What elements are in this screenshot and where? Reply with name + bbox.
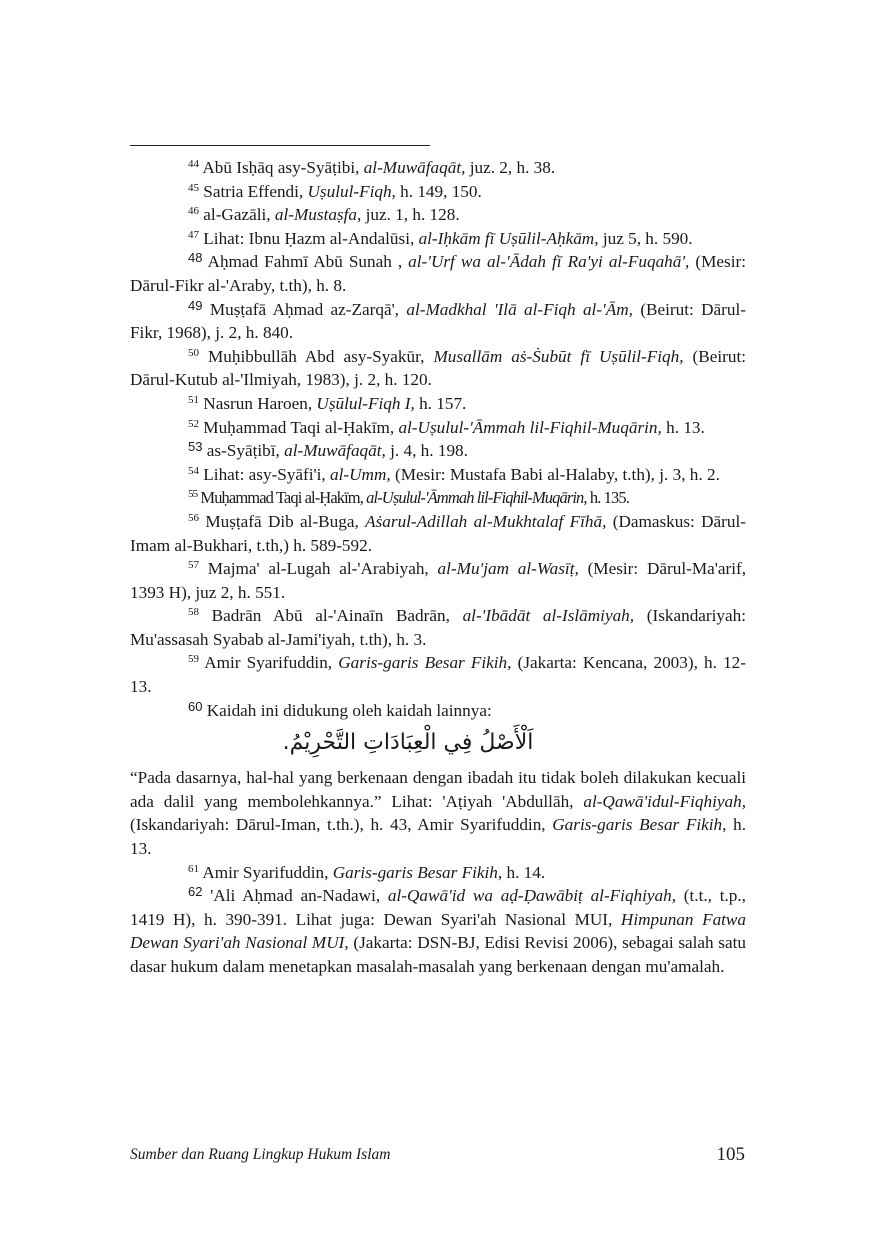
footnote-text: Muṣṭafā Aḥmad az-Zarqā', [202,299,407,319]
footnote-49 [130,298,746,345]
footnote-list [130,156,746,699]
footnote-text: Amir Syarifuddin, [199,862,333,882]
footnote-text: Majma' al-Lugah al-'Arabiyah, [199,559,438,579]
footnote-47 [130,227,746,251]
cited-title: Garis-garis Besar Fikih, [332,862,503,882]
footnote-text-end: (Damaskus: Dārul-Imam al-Bukhari, t.th,) h. 589-592. [130,511,747,555]
cited-title-2: Garis-garis Besar Fikih, [552,815,727,835]
footnote-number: 49 [188,297,203,313]
footnote-number: 56 [188,511,199,524]
footnote-text: Lihat: asy-Syāfi'i, [199,464,331,484]
footnote-55 [130,486,746,510]
footnote-text: 'Ali Aḥmad an-Nadawi, [202,886,388,906]
cited-title: Aṡarul-Adillah al-Mukhtalaf Fīhā, [365,511,607,531]
cited-title: Musallām aṡ-Ṡubūt fī Uṣūlil-Fiqh, [433,346,684,366]
footnote-text: Lihat: Ibnu Ḥazm al-Andalūsi, [199,228,419,248]
footnote-text-end: (Mesir: Dārul-Ma'arif, 1393 H), juz 2, h. 551. [130,559,746,602]
cited-title: al-'Ibādāt al-Islāmiyah, [462,606,635,626]
footnote-number: 52 [188,417,199,430]
footnote-number: 50 [188,346,199,359]
footnote-text-end: h. 149, 150. [395,181,482,201]
page-number: 105 [716,1144,745,1165]
footnote-text: Muḥammad Taqi al-Ḥakīm, [197,488,367,508]
footnote-separator [130,145,430,146]
footnote-text: Nasrun Haroen, [199,393,317,413]
footnote-text: as-Syāṭibī, [202,441,285,461]
footnote-number: 54 [188,464,199,477]
footnote-text-end: (Mesir: Mustafa Babi al-Halaby, t.th), j. 3, h. 2. [390,464,720,484]
cited-title: al-Iḥkām fī Uṣūlil-Aḥkām, [418,228,599,248]
footnote-text: Muḥibbullāh Abd asy-Syakūr, [199,346,434,366]
quote-text-mid: (Iskandariyah: Dārul-Iman, t.th.), h. 43, Amir Syarifuddin, [130,815,553,835]
footnote-text: Muṣṭafā Dib al-Buga, [199,511,366,531]
footnote-text-end: h. 157. [414,393,467,413]
cited-title: al-Muwāfaqāt, [363,158,466,177]
footnote-number: 46 [188,205,199,218]
footnote-number: 48 [188,250,203,266]
footnote-text-end: (Jakarta: DSN-BJ, Edisi Revisi 2006), sebagai salah satu dasar hukum dalam menetapkan masalah-masalah yang berkenaan dengan mu'amalah. [130,933,746,976]
cited-title: Garis-garis Besar Fikih, [338,653,512,673]
footnote-text: Satria Effendi, [199,181,308,201]
footnote-62 [130,884,746,978]
cited-title: al-Muwāfaqāt, [284,441,386,461]
footnote-text-end: h. 14. [502,862,546,882]
footnote-54 [130,463,746,487]
footnote-text-end: (Mesir: Dārul-Fikr al-'Araby, t.th), h. 8. [130,252,746,295]
footnote-text: Abū Isḥāq asy-Syāṭibi, [199,158,364,177]
footnote-number: 45 [188,181,199,194]
cited-title-2: Himpunan Fatwa Dewan Syari'ah Nasional MUI, [130,909,746,953]
footnote-text-mid: (t.t., t.p., 1419 H), h. 390-391. Lihat juga: Dewan Syari'ah Nasional MUI, [130,886,746,929]
cited-title: al-Madkhal 'Ilā al-Fiqh al-'Ām, [406,299,633,319]
cited-title: al-'Urf wa al-'Ādah fī Ra'yi al-Fuqahā', [408,252,690,272]
footnote-51 [130,392,746,416]
footnote-46 [130,203,746,227]
footnote-number: 59 [188,653,199,666]
cited-title: al-Qawā'id wa aḍ-Ḍawābiṭ al-Fiqhiyah, [387,886,677,906]
footnote-60-quote [130,766,746,860]
cited-title: al-Umm, [330,464,391,484]
footnote-48 [130,250,746,297]
footnote-text-end: juz. 1, h. 128. [361,205,460,225]
quote-text-end: h. 13. [130,815,746,859]
cited-title: al-Mustaṣfa, [274,205,362,225]
footnote-58 [130,604,746,651]
footnote-text-end: h. 13. [661,417,705,437]
footnote-text-end: h. 135. [586,488,629,508]
footnote-text: Muḥammad Taqi al-Ḥakīm, [199,417,399,437]
cited-title: Uṣulul-Fiqh, [307,181,396,201]
footnote-text-end: (Beirut: Dārul-Kutub al-'Ilmiyah, 1983), j. 2, h. 120. [130,346,746,390]
footnote-number: 47 [188,228,199,241]
footnote-44 [130,156,746,180]
footnote-57 [130,557,746,604]
footnote-number: 51 [188,393,199,406]
cited-title: al-Mu'jam al-Wasīṭ, [437,559,579,579]
footnote-text-end: (Iskandariyah: Mu'assasah Syabab al-Jami'iyah, t.th), h. 3. [130,606,747,649]
running-footer-title: Sumber dan Ruang Lingkup Hukum Islam [130,1146,391,1163]
footnote-number: 60 [188,698,203,714]
footnote-60 [130,699,746,723]
footnote-text: Aḥmad Fahmī Abū Sunah , [202,252,409,272]
footnote-text: Badrān Abū al-'Ainaīn Badrān, [199,606,463,626]
footnote-number: 62 [188,884,203,900]
arabic-rule: اَلْأَصْلُ فِي الْعِبَادَاتِ التَّحْرِيْمُ. [282,730,534,756]
footnote-59 [130,651,746,698]
footnote-52 [130,416,746,440]
footnote-number: 57 [188,559,199,572]
footnote-56 [130,510,746,557]
footnote-number: 53 [188,439,203,455]
footnote-number: 44 [188,158,199,170]
footnote-text-end: juz 5, h. 590. [598,228,693,248]
footnote-45 [130,180,746,204]
cited-title: al-Uṣulul-'Āmmah lil-Fiqhil-Muqārin, [366,488,587,508]
footnote-number: 61 [188,862,199,875]
footnote-text: Kaidah ini didukung oleh kaidah lainnya: [202,700,492,720]
footnote-53 [130,439,746,463]
footnotes-block [130,156,746,979]
cited-title: al-Uṣulul-'Āmmah lil-Fiqhil-Muqārin, [398,417,662,437]
footnote-number: 58 [188,606,199,619]
footnote-text-end: juz. 2, h. 38. [465,158,556,177]
footnote-61 [130,861,746,885]
footnote-number: 55 [188,488,198,501]
footnote-text-end: (Beirut: Dārul-Fikr, 1968), j. 2, h. 840. [130,299,746,343]
cited-title: al-Qawā'idul-Fiqhiyah, [583,791,746,811]
footnote-text-end: (Jakarta: Kencana, 2003), h. 12-13. [130,653,746,697]
footnote-text: Amir Syarifuddin, [199,653,339,673]
cited-title: Uṣūlul-Fiqh I, [316,393,415,413]
quote-text: “Pada dasarnya, hal-hal yang berkenaan dengan ibadah itu tidak boleh dilakukan kecuali ada dalil yang membolehkannya.” Lihat: 'Aṭiyah 'Abdullāh, [130,768,746,811]
footnote-text: al-Gazāli, [199,205,275,225]
footnote-text-end: j. 4, h. 198. [385,441,468,461]
footnote-50 [130,345,746,392]
